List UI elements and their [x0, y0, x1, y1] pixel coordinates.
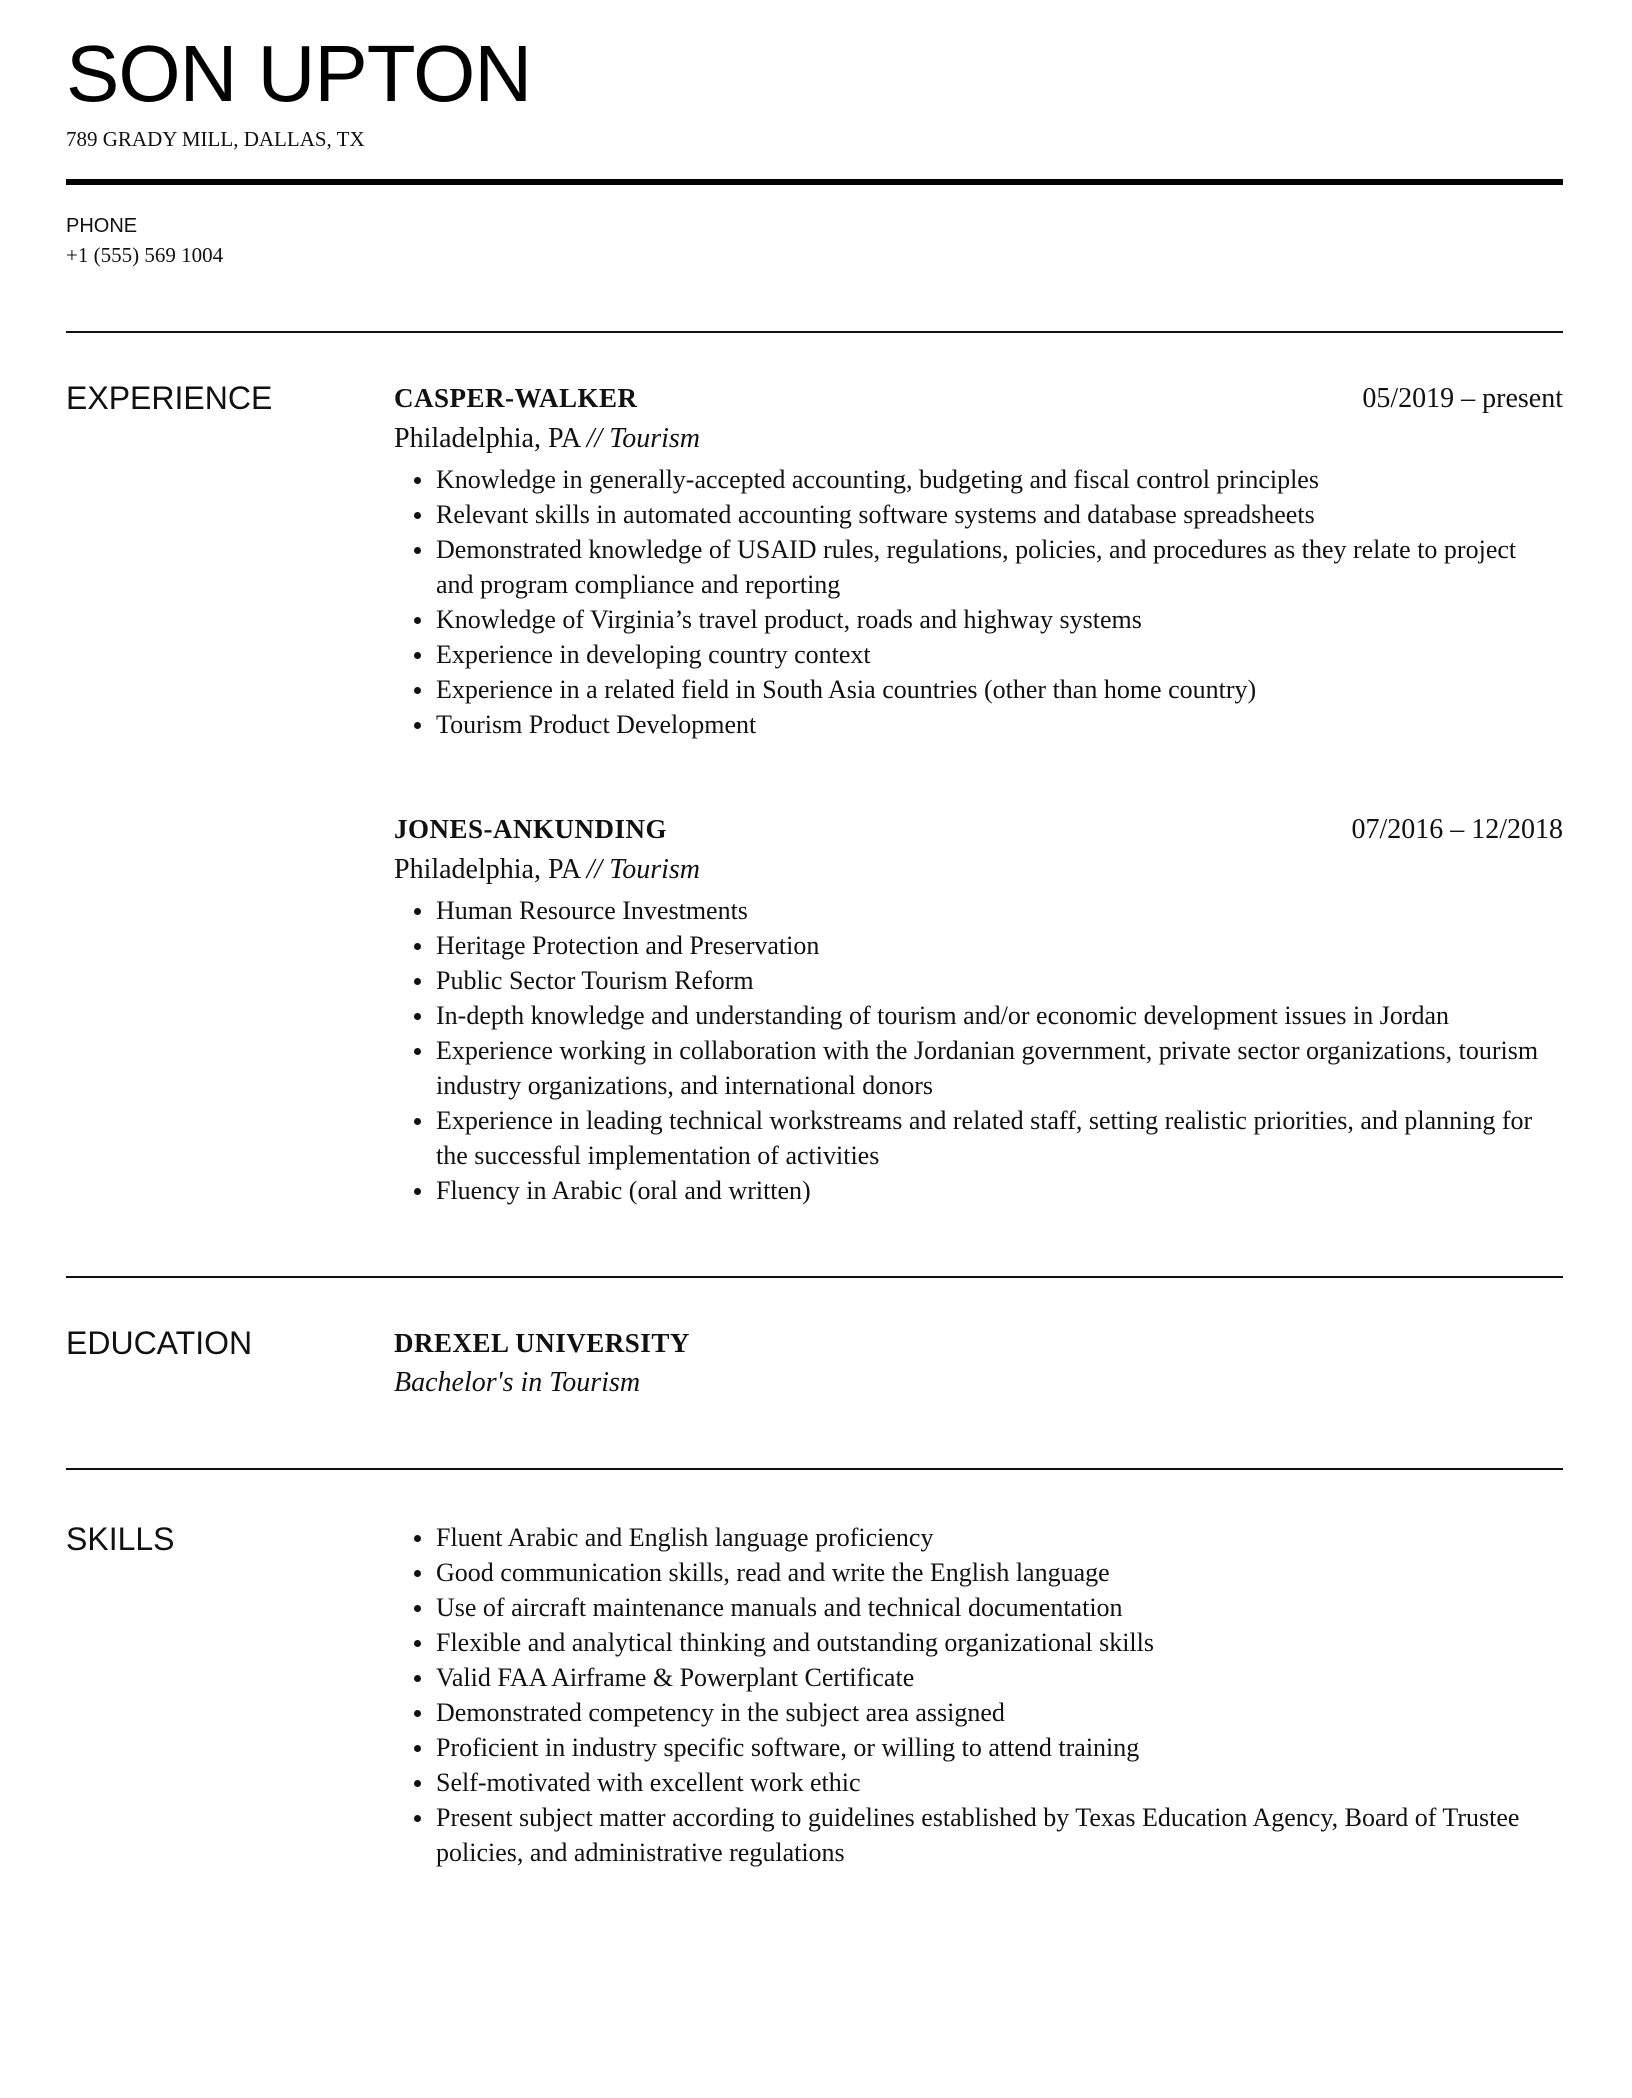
job-location-line [394, 851, 1563, 889]
skills-body [394, 1520, 1563, 1870]
list-item: Good communication skills, read and write the English language [436, 1555, 1563, 1590]
job-field: // Tourism [586, 423, 701, 454]
candidate-address: 789 GRADY MILL, DALLAS, TX [66, 127, 365, 151]
list-item: Demonstrated competency in the subject area assigned [436, 1695, 1563, 1730]
list-item: Fluent Arabic and English language proficiency [436, 1520, 1563, 1555]
list-item: Experience working in collaboration with the Jordanian government, private sector organizations, tourism industry organizations, and international donors [436, 1033, 1563, 1103]
section-divider [66, 331, 1563, 333]
degree: Bachelor's in Tourism [394, 1367, 641, 1398]
job-location: Philadelphia, PA [394, 854, 580, 885]
list-item: Experience in developing country context [436, 637, 1563, 672]
job-field: // Tourism [586, 854, 701, 885]
list-item: Demonstrated knowledge of USAID rules, regulations, policies, and procedures as they relate to project and program compliance and reporting [436, 532, 1563, 602]
list-item: Proficient in industry specific software, or willing to attend training [436, 1730, 1563, 1765]
header-divider [66, 179, 1563, 185]
list-item: Relevant skills in automated accounting software systems and database spreadsheets [436, 497, 1563, 532]
job-company: JONES-ANKUNDING [394, 814, 668, 844]
experience-title: EXPERIENCE [66, 380, 273, 416]
list-item: Heritage Protection and Preservation [436, 928, 1563, 963]
list-item: Knowledge of Virginia’s travel product, roads and highway systems [436, 602, 1563, 637]
resume-page [66, 0, 1563, 1870]
list-item: Experience in a related field in South Asia countries (other than home country) [436, 672, 1563, 707]
list-item: In-depth knowledge and understanding of tourism and/or economic development issues in Jordan [436, 998, 1563, 1033]
list-item: Experience in leading technical workstreams and related staff, setting realistic priorities, and planning for the successful implementation of activities [436, 1103, 1563, 1173]
list-item: Valid FAA Airframe & Powerplant Certificate [436, 1660, 1563, 1695]
job-header [394, 379, 1563, 418]
experience-body [394, 379, 1563, 1208]
job-bullets [394, 462, 1563, 742]
school-name: DREXEL UNIVERSITY [394, 1328, 690, 1358]
section-divider [66, 1276, 1563, 1278]
education-body [394, 1324, 1563, 1402]
job-entry [394, 379, 1563, 742]
skills-section [66, 1520, 1563, 1870]
list-item: Fluency in Arabic (oral and written) [436, 1173, 1563, 1208]
list-item: Self-motivated with excellent work ethic [436, 1765, 1563, 1800]
job-dates: 07/2016 – 12/2018 [1351, 814, 1563, 845]
job-company: CASPER-WALKER [394, 383, 638, 413]
list-item: Public Sector Tourism Reform [436, 963, 1563, 998]
phone-label: PHONE [66, 215, 138, 237]
job-location-line [394, 420, 1563, 458]
list-item: Present subject matter according to guidelines established by Texas Education Agency, Board of Trustee policies, and administrative regulations [436, 1800, 1563, 1870]
education-section [66, 1324, 1563, 1402]
list-item: Flexible and analytical thinking and outstanding organizational skills [436, 1625, 1563, 1660]
skills-list [394, 1520, 1563, 1870]
candidate-name: SON UPTON [66, 29, 532, 118]
list-item: Tourism Product Development [436, 707, 1563, 742]
section-divider [66, 1468, 1563, 1470]
phone-value: +1 (555) 569 1004 [66, 243, 224, 267]
job-bullets [394, 893, 1563, 1208]
job-header [394, 810, 1563, 849]
education-title: EDUCATION [66, 1325, 253, 1361]
job-location: Philadelphia, PA [394, 423, 580, 454]
job-entry [394, 810, 1563, 1208]
list-item: Human Resource Investments [436, 893, 1563, 928]
job-dates: 05/2019 – present [1362, 383, 1563, 414]
list-item: Knowledge in generally-accepted accounting, budgeting and fiscal control principles [436, 462, 1563, 497]
skills-title: SKILLS [66, 1521, 175, 1557]
experience-section [66, 379, 1563, 1208]
list-item: Use of aircraft maintenance manuals and technical documentation [436, 1590, 1563, 1625]
